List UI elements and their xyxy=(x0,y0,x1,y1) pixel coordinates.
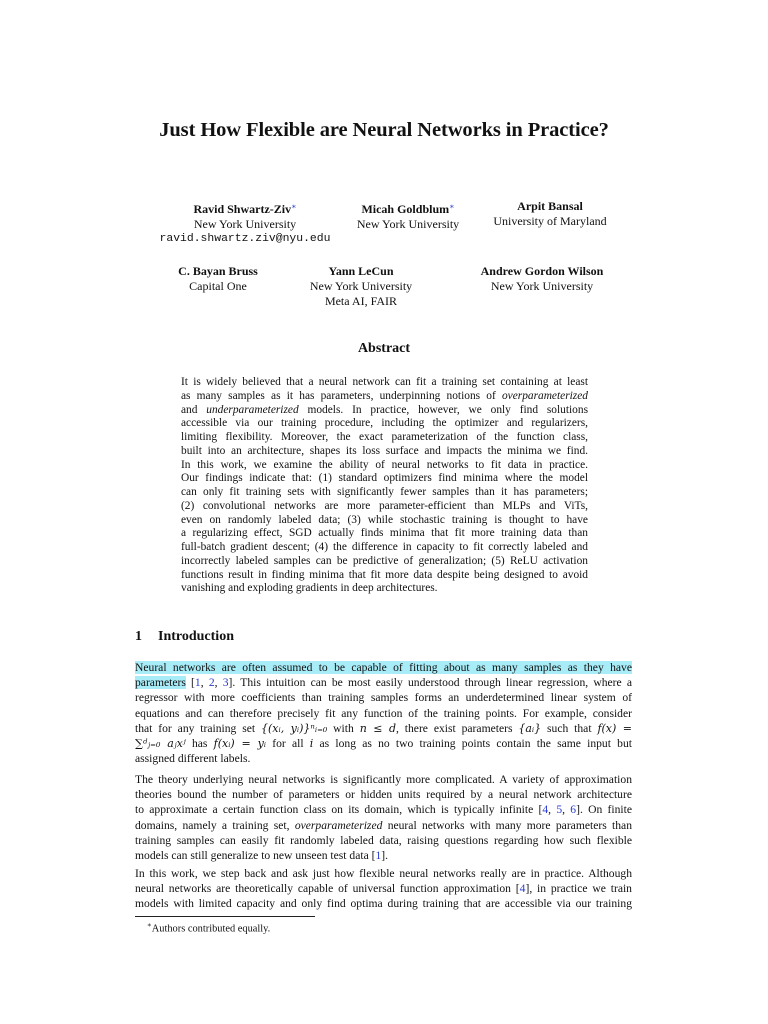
abstract-line: even on randomly labeled data; (3) while stochastic training is thought to have xyxy=(181,513,588,526)
emphasized-term: overparameterized xyxy=(294,818,383,832)
term-underparameterized: underparameterized xyxy=(206,403,299,416)
equal-contribution-mark: ∗ xyxy=(291,202,297,211)
author-email[interactable]: ravid.shwartz.ziv@nyu.edu xyxy=(159,233,331,245)
abstract-line: a regularizing effect, SGD actually finds minima that fit more training data than xyxy=(181,527,588,540)
math-expression: {(xᵢ, yᵢ)}ⁿᵢ₌₀ xyxy=(261,721,328,735)
author-name: Micah Goldblum∗ xyxy=(361,202,455,216)
author-affiliation: New York University xyxy=(309,279,413,293)
math-expression: n ≤ d xyxy=(359,721,396,735)
abstract-line: limiting flexibility. Moreover, the exact parameterization of the function class, xyxy=(181,431,588,443)
citation-link[interactable]: 2 xyxy=(208,676,215,690)
author-name: C. Bayan Bruss xyxy=(178,264,258,278)
abstract-line: full-batch gradient descent; (4) the difference in capacity to fit correctly labeled and xyxy=(181,541,588,553)
author-block xyxy=(296,264,426,309)
abstract-body xyxy=(181,376,588,596)
citation-link[interactable]: 3 xyxy=(222,676,229,690)
footnote xyxy=(147,919,270,935)
math-expression: {aᵢ} xyxy=(518,721,542,735)
paragraph-line: domains, namely a training set, overparameterized neural networks with many more parameters than xyxy=(135,818,632,832)
paragraph-line: equations and can therefore precisely fit any function of the training points. For example, consider xyxy=(135,706,632,720)
paragraph-line: In this work, we step back and ask just how flexible neural networks really are in practice. Although xyxy=(135,867,632,880)
intro-paragraph-3 xyxy=(135,866,632,912)
author-name: Andrew Gordon Wilson xyxy=(480,264,604,278)
abstract-line: accessible via our training procedure, including the optimizer and regularizers, xyxy=(181,417,588,430)
citation-link[interactable]: 6 xyxy=(570,803,577,817)
highlighted-text: Neural networks are often assumed to be capable of fitting about as many samples as they have xyxy=(135,661,632,674)
abstract-line: as many samples as it has parameters, underpinning notions of overparameterized xyxy=(181,389,588,402)
abstract-line: Our findings indicate that: (1) standard optimizers find minima where the model xyxy=(181,472,588,485)
paragraph-line: parameters [1, 2, 3]. This intuition can be most easily understood through linear regression, where a xyxy=(135,676,633,690)
author-affiliation: New York University xyxy=(490,279,594,293)
abstract-line: built into an architecture, shapes its loss surface and impacts the minima we find. xyxy=(181,444,588,457)
intro-paragraph-2 xyxy=(135,772,632,863)
section-number: 1 xyxy=(135,629,142,644)
citation-link[interactable]: 4 xyxy=(542,803,549,817)
paragraph-line: training samples can easily fit randomly labeled data, raising questions regarding how such flexible xyxy=(135,833,632,847)
abstract-line: vanishing and exploding gradients in deep architectures. xyxy=(181,582,438,595)
author-block xyxy=(451,264,633,294)
author-affiliation: New York University xyxy=(193,217,297,231)
abstract-line: (2) convolutional networks are more parameter-efficient than MLPs and ViTs, xyxy=(181,499,588,512)
author-block xyxy=(158,264,278,294)
paragraph-line: models can still generalize to new unseen test data [1]. xyxy=(135,848,389,862)
paragraph-line: that for any training set {(xᵢ, yᵢ)}ⁿᵢ₌₀ with n ≤ d, there exist parameters {aᵢ} such that f(x) = xyxy=(135,721,632,735)
abstract-line: It is widely believed that a neural network can fit a training set containing at least xyxy=(181,376,588,388)
paragraph-line: to approximate a certain function class on its domain, which is typically infinite [4, 5, 6]. On finite xyxy=(135,803,632,817)
abstract-line: functions result in finding minima that fit more data despite being designed to avoid xyxy=(181,568,588,581)
math-expression: f(x) = xyxy=(597,721,632,735)
author-block xyxy=(480,199,620,229)
author-name: Ravid Shwartz-Ziv∗ xyxy=(193,202,297,216)
footnote-text: Authors contributed equally. xyxy=(151,923,271,935)
citation-link[interactable]: 5 xyxy=(556,803,563,817)
intro-paragraph-1 xyxy=(135,660,632,766)
citation-link[interactable]: 1 xyxy=(194,676,201,690)
abstract-line: can only fit training sets with significantly fewer samples than it has parameters; xyxy=(181,486,588,498)
section-title: Introduction xyxy=(158,629,234,644)
paper-title: Just How Flexible are Neural Networks in Practice? xyxy=(159,119,609,141)
author-affiliation: New York University xyxy=(356,217,460,231)
equal-contribution-mark: ∗ xyxy=(449,202,455,211)
abstract-line: and underparameterized models. In practice, however, we only find solutions xyxy=(181,403,589,416)
author-name: Arpit Bansal xyxy=(517,199,583,213)
author-block xyxy=(150,199,340,247)
abstract-line: In this work, we examine the ability of neural networks to fit data in practice. xyxy=(181,458,588,471)
math-expression: i xyxy=(309,736,314,750)
paragraph-line xyxy=(135,660,632,675)
paragraph-line: neural networks are theoretically capable of universal function approximation [4], in practice we train xyxy=(135,882,632,896)
footnote-divider xyxy=(135,916,315,917)
term-overparameterized: overparameterized xyxy=(501,389,588,402)
author-affiliation-secondary: Meta AI, FAIR xyxy=(324,294,398,308)
abstract-heading: Abstract xyxy=(357,341,411,356)
author-name: Yann LeCun xyxy=(328,264,394,278)
highlighted-text: parameters xyxy=(135,676,186,690)
abstract-line: incorrectly labeled samples can be predictive of generalization; (5) ReLU activation xyxy=(181,554,588,567)
math-expression: f(xᵢ) = yᵢ xyxy=(213,736,267,750)
section-heading xyxy=(135,629,234,645)
footnote-mark: ∗ xyxy=(147,921,152,929)
paragraph-line: assigned different labels. xyxy=(135,752,251,766)
math-expression: ∑ᵈⱼ₌₀ aⱼxʲ xyxy=(135,736,186,750)
author-block xyxy=(338,199,478,232)
author-affiliation: University of Maryland xyxy=(493,214,607,228)
paragraph-line: regressor with more coefficients than training samples forms an underdetermined linear system of xyxy=(135,691,632,705)
paragraph-line: The theory underlying neural networks is significantly more complicated. A variety of approximation xyxy=(135,773,632,786)
author-affiliation: Capital One xyxy=(189,279,247,293)
paragraph-line: theories bound the number of parameters or hidden units required by a neural network architecture xyxy=(135,788,632,802)
paragraph-line: models with limited capacity and only find optima during training that are accessible via our training xyxy=(135,897,632,911)
citation-link[interactable]: 4 xyxy=(519,882,526,896)
citation-link[interactable]: 1 xyxy=(375,848,382,862)
paragraph-line: ∑ᵈⱼ₌₀ aⱼxʲ has f(xᵢ) = yᵢ for all i as long as no two training points contain the same input but xyxy=(135,736,632,750)
